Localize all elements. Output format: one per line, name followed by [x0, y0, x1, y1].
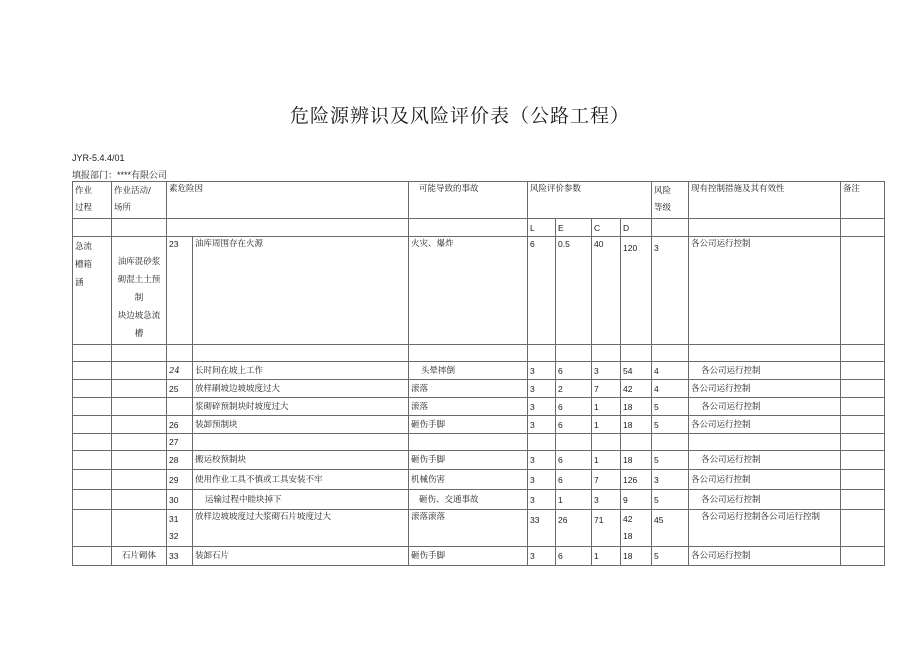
- value-C: 1: [592, 451, 621, 470]
- value-C: 3: [592, 490, 621, 510]
- header-activity: [112, 182, 167, 219]
- value-L: 6: [528, 237, 556, 345]
- value-E: 2: [556, 380, 592, 398]
- header-activity-a: 作业活动/: [114, 186, 151, 196]
- process-line: 涵: [75, 278, 84, 288]
- row-number: 30: [167, 490, 193, 510]
- accident: 砸伤手脚: [409, 416, 528, 434]
- process-line: 急流: [75, 242, 93, 252]
- value-E: 6: [556, 416, 592, 434]
- control-measure: 各公司运行控制: [689, 470, 841, 490]
- value-C: 7: [592, 380, 621, 398]
- hazard-factor: 浆砌碎预制块时坡度过大: [193, 398, 409, 416]
- table-row: [73, 490, 885, 510]
- row-number: 25: [167, 380, 193, 398]
- hazard-factor: 运输过程中睦块掉下: [193, 490, 409, 510]
- value-L: 3: [528, 398, 556, 416]
- value-D: 9: [621, 490, 652, 510]
- table-row: [73, 510, 885, 547]
- hazard-factor: 搬运校预制块: [193, 451, 409, 470]
- hazard-factor: 长时间在坡上工作: [193, 362, 409, 380]
- control-measure: 各公司运行控制: [689, 416, 841, 434]
- value-L: 33: [528, 510, 556, 547]
- process-cell: [73, 237, 112, 345]
- param-header-row: [73, 219, 885, 237]
- value-C: 3: [592, 362, 621, 380]
- accident: 火灾、爆炸: [409, 237, 528, 345]
- row-number: 33: [167, 547, 193, 566]
- row-number-b: 32: [169, 531, 179, 541]
- risk-level: 45: [652, 510, 689, 547]
- risk-table: [72, 181, 885, 566]
- control-measure: 各公司运行控制: [689, 451, 841, 470]
- table-row: [73, 398, 885, 416]
- table-row: [73, 547, 885, 566]
- control-measure: 各公司运行控制: [689, 547, 841, 566]
- header-hazard: 素危险因: [167, 182, 409, 219]
- header-control: 现有控制措施及其有效性: [689, 182, 841, 219]
- table-row: [73, 470, 885, 490]
- risk-level: 5: [652, 416, 689, 434]
- control-measure: 各公司运行控制各公司运行控制: [689, 510, 841, 547]
- value-D: 42: [621, 380, 652, 398]
- risk-level: 5: [652, 451, 689, 470]
- hazard-factor: 装卸预制块: [193, 416, 409, 434]
- value-D: 126: [621, 470, 652, 490]
- value-E: 6: [556, 451, 592, 470]
- header-risk-params: 风险评价参数: [528, 182, 652, 219]
- value-L: 3: [528, 362, 556, 380]
- header-row: [73, 182, 885, 219]
- accident: 机械伤害: [409, 470, 528, 490]
- value-L: 3: [528, 416, 556, 434]
- param-C: C: [592, 219, 621, 237]
- header-risk-level: [652, 182, 689, 219]
- activity-cell: [112, 237, 167, 345]
- activity-line: 块边坡急流槽: [117, 311, 161, 339]
- param-E: E: [556, 219, 592, 237]
- value-C: 1: [592, 398, 621, 416]
- value-E: 1: [556, 490, 592, 510]
- control-measure: 各公司运行控制: [689, 380, 841, 398]
- risk-level: 5: [652, 490, 689, 510]
- table-row: [73, 237, 885, 345]
- value-E: 6: [556, 398, 592, 416]
- value-D-b: 18: [623, 531, 633, 541]
- risk-level: 3: [652, 237, 689, 345]
- value-L: 3: [528, 451, 556, 470]
- remarks: [841, 237, 885, 345]
- hazard-factor: 放样刷坡边坡坡度过大: [193, 380, 409, 398]
- header-process-b: 过程: [75, 203, 93, 213]
- value-D: 18: [621, 547, 652, 566]
- table-row: [73, 416, 885, 434]
- accident: 砸伤手脚: [409, 547, 528, 566]
- accident: 砸伤手脚: [409, 451, 528, 470]
- document-title: 危险源辨识及风险评价表（公路工程）: [289, 105, 630, 127]
- doc-code: JYR-5.4.4/01: [72, 153, 125, 163]
- value-L: 3: [528, 490, 556, 510]
- value-D: [621, 510, 652, 547]
- row-number: 28: [167, 451, 193, 470]
- hazard-factor: 油库周围存在火源: [193, 237, 409, 345]
- value-E: 0.5: [556, 237, 592, 345]
- value-D: 18: [621, 398, 652, 416]
- blank-row: [73, 345, 885, 362]
- value-D-a: 42: [623, 514, 633, 524]
- row-number: 26: [167, 416, 193, 434]
- row-number-a: 31: [169, 514, 179, 524]
- control-measure: 各公司运行控制: [689, 362, 841, 380]
- value-L: 3: [528, 380, 556, 398]
- row-number: 24: [167, 362, 193, 380]
- row-number: 29: [167, 470, 193, 490]
- row-number: 27: [167, 434, 193, 451]
- header-remarks: 备注: [841, 182, 885, 219]
- risk-level: 5: [652, 547, 689, 566]
- value-E: 6: [556, 470, 592, 490]
- value-C: 1: [592, 416, 621, 434]
- table-row: [73, 362, 885, 380]
- activity-cell: 石片砌体: [112, 547, 167, 566]
- table-row: [73, 451, 885, 470]
- risk-level: 4: [652, 380, 689, 398]
- value-D: 54: [621, 362, 652, 380]
- header-risk-level-b: 等级: [654, 203, 672, 213]
- activity-line: 油库混砂浆: [117, 257, 161, 267]
- param-L: L: [528, 219, 556, 237]
- header-process-a: 作业: [75, 186, 93, 196]
- control-measure: 各公司运行控制: [689, 237, 841, 345]
- row-number: [167, 398, 193, 416]
- table-row: [73, 434, 885, 451]
- risk-level: 3: [652, 470, 689, 490]
- value-C: 7: [592, 470, 621, 490]
- process-line: 槽箱: [75, 260, 93, 270]
- table-row: [73, 380, 885, 398]
- accident: 滚落: [409, 380, 528, 398]
- header-process: [73, 182, 112, 219]
- param-D: D: [621, 219, 652, 237]
- activity-line: 砌混土土预制: [117, 275, 161, 303]
- header-risk-level-a: 风险: [654, 186, 672, 196]
- value-L: 3: [528, 470, 556, 490]
- accident: 滚落滚落: [409, 510, 528, 547]
- value-L: 3: [528, 547, 556, 566]
- control-measure: 各公司运行控制: [689, 490, 841, 510]
- hazard-factor: 放样边坡坡度过大浆砌石片坡度过大: [193, 510, 409, 547]
- value-D: 18: [621, 416, 652, 434]
- reporting-dept: 填报部门：****有限公司: [72, 170, 168, 180]
- risk-level: 5: [652, 398, 689, 416]
- value-D: 18: [621, 451, 652, 470]
- value-E: 6: [556, 547, 592, 566]
- accident: 砸伤、交通事故: [409, 490, 528, 510]
- value-C: 1: [592, 547, 621, 566]
- value-D: 120: [621, 237, 652, 345]
- accident: 头晕摔倒: [409, 362, 528, 380]
- risk-level: 4: [652, 362, 689, 380]
- value-E: 6: [556, 362, 592, 380]
- hazard-factor: 装卸石片: [193, 547, 409, 566]
- hazard-factor: 使用作业工具不慎或工具安装不牢: [193, 470, 409, 490]
- header-activity-b: 场所: [114, 203, 132, 213]
- control-measure: 各公司运行控制: [689, 398, 841, 416]
- accident: 滚落: [409, 398, 528, 416]
- value-E: 26: [556, 510, 592, 547]
- row-number: [167, 510, 193, 547]
- value-C: 40: [592, 237, 621, 345]
- header-accident: 可能导致的事故: [409, 182, 528, 219]
- row-number: 23: [167, 237, 193, 345]
- value-C: 71: [592, 510, 621, 547]
